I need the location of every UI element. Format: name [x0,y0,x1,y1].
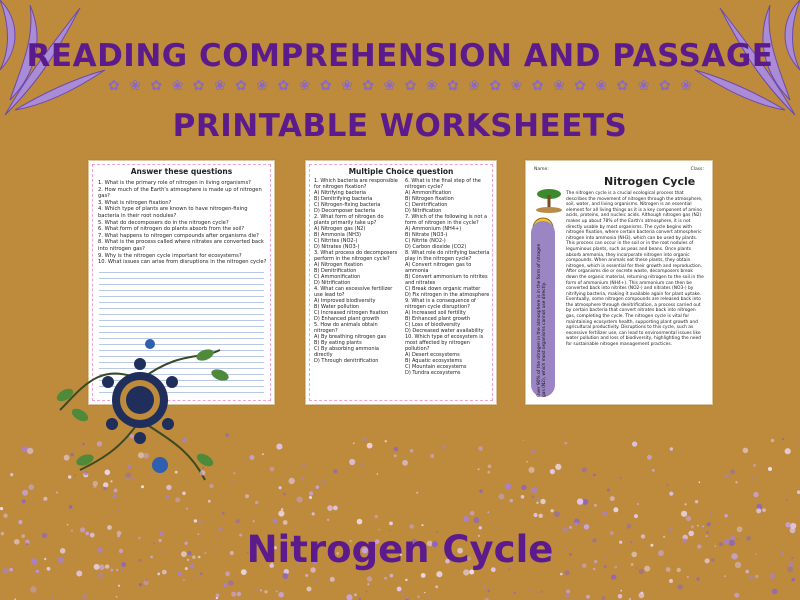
worksheet-title: Answer these questions [130,167,233,176]
flower-icon: ❀ [637,78,650,94]
mc-line: B) Convert ammonium to nitrites and nitrates [405,274,488,286]
flower-icon: ✿ [319,78,332,94]
mc-line: 7. Which of the following is not a form of nitrogen in the cycle? [405,214,488,226]
flower-icon: ❀ [256,78,269,94]
flower-icon: ✿ [277,78,290,94]
flower-icon: ✿ [658,78,671,94]
mc-line: A) Nitrogen fixation [314,262,363,268]
flower-icon: ✿ [616,78,629,94]
mc-line: A) Convert nitrogen gas to ammonia [405,262,472,274]
worksheet-title: Multiple Choice question [348,167,454,176]
mc-columns [306,176,496,376]
fun-fact-text: Over 90% of the nitrogen in the atmosphere is in the form of nitrogen gas (N2), which most organisms cannot use directly. [537,243,548,397]
flower-icon: ✿ [235,78,247,94]
mc-line: 10. Which type of ecosystem is most affected by nitrogen pollution? [405,334,484,352]
flower-icon: ❀ [383,78,396,94]
mc-line: 3. What process do decomposers perform in the nitrogen cycle? [314,250,398,262]
worksheet-multiple-choice [305,160,497,405]
page-title-line1: READING COMPREHENSION AND PASSAGE [26,38,774,74]
mc-line: 4. What can excessive fertilizer use lead to? [314,286,393,298]
flower-icon: ❀ [552,78,565,94]
mc-line: C) Loss of biodiversity [405,322,461,328]
flower-icon: ❀ [468,78,480,94]
flower-icon: ✿ [362,78,374,94]
flower-icon: ✿ [574,78,586,94]
passage-title: Nitrogen Cycle [604,175,696,188]
flower-icon: ✿ [150,78,163,94]
flower-icon: ✿ [404,78,417,94]
question-item: 1. What is the primary role of nitrogen in living organisms? [98,180,251,186]
mc-line: A) Ammonium (NH4+) [405,226,462,232]
mc-line: D) Nitrification [405,208,442,214]
mc-line: B) Enhanced plant growth [405,316,471,322]
flower-icon: ✿ [531,78,544,94]
mc-line: C) Ammonification [314,274,361,280]
footer-title: Nitrogen Cycle [246,528,554,571]
question-item: 3. What is nitrogen fixation? [98,199,172,206]
flower-icon: ✿ [489,78,502,94]
mc-line: C) Nitrites (NO2-) [314,238,358,244]
mc-line: D) Enhanced plant growth [314,316,380,322]
flower-icon: ❀ [298,78,311,94]
mc-line: C) By absorbing ammonia directly [314,346,379,358]
mc-line: B) Ammonia (NH3) [314,232,361,238]
mc-column-right [405,178,490,376]
mc-line: A) By breathing nitrogen gas [314,334,387,340]
mc-line: D) Tundra ecosystems [405,370,461,376]
mc-line: 6. What is the final step of the nitrogen cycle? [405,178,481,190]
question-item: 4. Which type of plants are known to have nitrogen-fixing bacteria in their root nodules? [98,206,248,219]
question-item: 8. What is the process called where nitrates are converted back into nitrogen gas? [98,239,264,252]
flower-icon: ❀ [510,78,523,94]
mc-line: C) Increased nitrogen fixation [314,310,389,316]
worksheet-passage [525,160,713,405]
flower-icon: ❀ [341,78,353,94]
flower-icon: ✿ [192,78,205,94]
passage-body: The nitrogen cycle is a crucial ecological process that describes the movement of nitrogen through the atmosphere, soil, water, and living organisms. Nitrogen is an essential element for all living things as it is a key component of amino acids, proteins, and nucleic acids. Although nitrogen gas (N2) makes up about 78% of the Earth's atmosphere, it is not directly usable by most organisms. The cycle begins with nitrogen fixation, where certain bacteria convert atmospheric nitrogen into ammonia (NH3), which can be used by plants. This process can occur in the soil or in the root nodules of leguminous plants, such as peas and beans. Once plants absorb ammonia, they incorporate nitrogen into organic compounds. When animals eat these plants, they obtain nitrogen, which is essential for their growth and reproduction. After organisms die or excrete waste, decomposers break down the organic material, returning nitrogen to the soil in the form of ammonium (NH4+). This ammonium can then be converted back into nitrites (NO2-) and nitrates (NO3-) by nitrifying bacteria, making it available again for plant uptake. Eventually, some nitrogen compounds are released back into the atmosphere through denitrification, a process carried out by certain bacteria that convert nitrates back into nitrogen gas, completing the cycle. The nitrogen cycle is vital for maintaining ecosystem health, supporting plant growth and agricultural productivity. Disruptions to this cycle, such as excessive fertilizer use, can lead to environmental issues like water pollution and loss of biodiversity, highlighting the need for sustainable nitrogen management practices. [566,191,704,348]
tree-illustration [534,185,564,215]
mc-line: D) Fix nitrogen in the atmosphere [405,292,490,298]
mc-line: A) Nitrifying bacteria [314,190,366,196]
mc-line: C) Nitrite (NO2-) [405,238,446,244]
mc-line: A) Desert ecosystems [405,352,460,358]
mc-line: 9. What is a consequence of nitrogen cycle disruption? [405,298,476,310]
glitter-decoration [0,415,800,600]
question-item: 2. How much of the Earth's atmosphere is made up of nitrogen gas? [98,186,262,200]
question-item: 9. Why is the nitrogen cycle important for ecosystems? [98,252,242,259]
mc-line: B) Denitrifying bacteria [314,196,373,202]
question-item: 5. What do decomposers do in the nitrogen cycle? [98,219,229,226]
question-list [89,176,274,266]
mc-line: D) Nitrification [314,280,351,286]
mc-line: A) Ammonification [405,190,452,196]
flower-icon: ❀ [129,78,141,94]
question-item: 6. What form of nitrogen do plants absorb from the soil? [98,226,245,233]
mc-line: B) Aquatic ecosystems [405,358,462,364]
mc-line: B) Water pollution [314,304,360,310]
mc-line: B) By eating plants [314,340,362,346]
name-label: Name: [534,167,549,172]
mc-line: C) Nitrogen-fixing bacteria [314,202,381,208]
mc-column-left [314,178,399,376]
flower-icon: ✿ [108,78,120,94]
page-title-line2: PRINTABLE WORKSHEETS [172,108,628,144]
mc-line: D) Decreased water availability [405,328,484,334]
mc-line: C) Mountain ecosystems [405,364,467,370]
flower-icon: ❀ [595,78,608,94]
name-class-header [526,161,712,172]
flower-divider [108,78,692,94]
mc-line: D) Carbon dioxide (CO2) [405,244,467,250]
mc-line: D) Nitrates (NO3-) [314,244,360,250]
class-label: Class: [690,167,704,172]
mc-line: 2. What form of nitrogen do plants primarily take up? [314,214,384,226]
mc-line: C) Denitrification [405,202,448,208]
mc-line: B) Nitrate (NO3-) [405,232,448,238]
mc-line: 1. Which bacteria are responsible for nitrogen fixation? [314,178,398,190]
mc-line: A) Improved biodiversity [314,298,376,304]
flower-icon: ❀ [213,78,226,94]
mc-line: D) Decomposer bacteria [314,208,376,214]
flower-icon: ❀ [425,78,438,94]
flower-icon: ✿ [447,78,459,94]
mc-line: B) Denitrification [314,268,357,274]
mc-line: B) Nitrogen fixation [405,196,454,202]
mc-line: C) Break down organic matter [405,286,481,292]
flower-icon: ❀ [680,78,692,94]
flower-icon: ❀ [171,78,184,94]
mc-line: A) Increased soil fertility [405,310,466,316]
mc-line: 5. How do animals obtain nitrogen? [314,322,378,334]
mc-line: D) Through denitrification [314,358,379,364]
question-item: 10. What issues can arise from disruptions in the nitrogen cycle? [98,259,267,266]
question-item: 7. What happens to nitrogen compounds after organisms die? [98,232,259,239]
mc-line: A) Nitrogen gas (N2) [314,226,366,232]
mc-line: 8. What role do nitrifying bacteria play in the nitrogen cycle? [405,250,490,262]
